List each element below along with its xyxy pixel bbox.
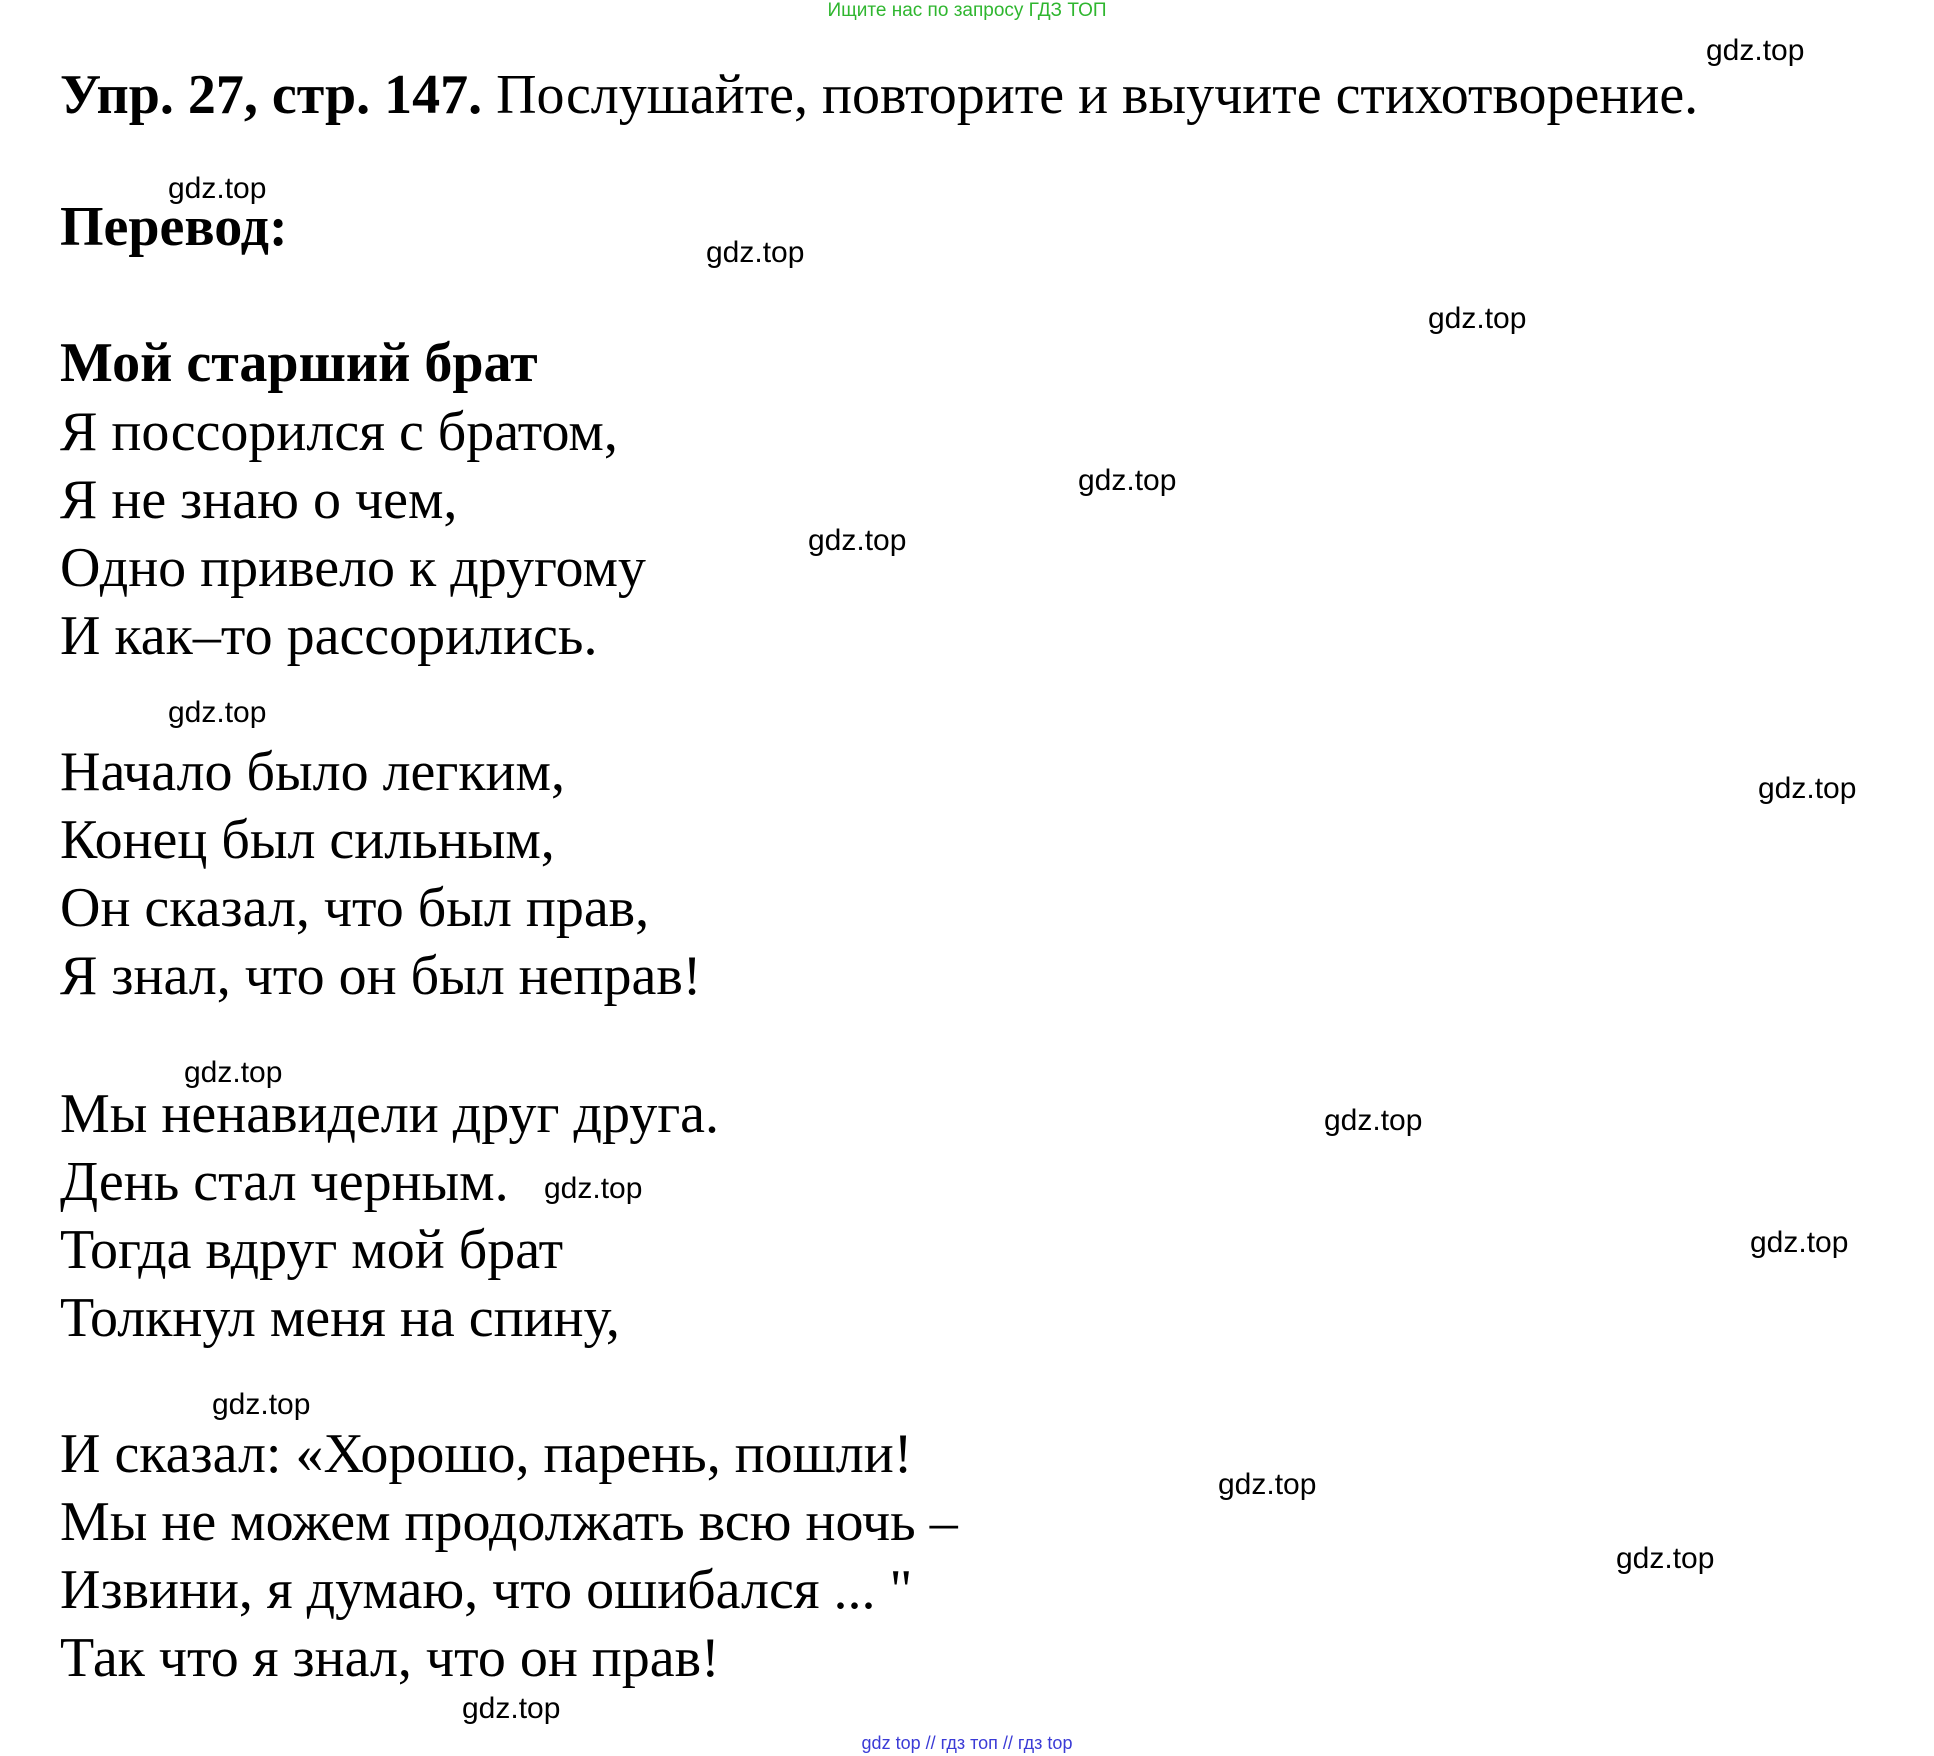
watermark: gdz.top — [168, 696, 267, 729]
watermark: gdz.top — [544, 1172, 643, 1205]
poem-line: День стал черным. — [60, 1151, 509, 1213]
watermark: gdz.top — [1706, 34, 1805, 67]
poem-title: Мой старший брат — [60, 332, 538, 394]
exercise-heading — [60, 60, 1698, 130]
watermark: gdz.top — [212, 1388, 311, 1421]
watermark: gdz.top — [706, 236, 805, 269]
footer-watermark: gdz top // гдз топ // гдз top — [861, 1733, 1073, 1753]
watermark: gdz.top — [1218, 1468, 1317, 1501]
poem-line: И как–то рассорились. — [60, 605, 598, 667]
poem-line: И сказал: «Хорошо, парень, пошли! — [60, 1423, 913, 1485]
watermark: gdz.top — [1750, 1226, 1849, 1259]
poem-line: Мы не можем продолжать всю ночь – — [60, 1491, 958, 1553]
poem-line: Толкнул меня на спину, — [60, 1287, 620, 1349]
poem-line: Я знал, что он был неправ! — [60, 945, 702, 1007]
watermark: gdz.top — [1428, 302, 1527, 335]
poem-line: Конец был сильным, — [60, 809, 555, 871]
exercise-number: Упр. 27, стр. 147. — [60, 64, 483, 126]
exercise-instruction: Послушайте, повторите и выучите стихотворение. — [482, 64, 1699, 126]
poem-line: Мы ненавидели друг друга. — [60, 1083, 720, 1145]
poem-line: Он сказал, что был прав, — [60, 877, 650, 939]
poem-line: Тогда вдруг мой брат — [60, 1219, 564, 1281]
poem-line: Я не знаю о чем, — [60, 469, 458, 531]
watermark: gdz.top — [1324, 1104, 1423, 1137]
watermark: gdz.top — [168, 172, 267, 205]
poem-line: Одно привело к другому — [60, 537, 646, 599]
poem-line: Так что я знал, что он прав! — [60, 1627, 720, 1689]
watermark: gdz.top — [1616, 1542, 1715, 1575]
watermark: gdz.top — [808, 524, 907, 557]
watermark: gdz.top — [184, 1056, 283, 1089]
poem-line: Начало было легким, — [60, 741, 565, 803]
watermark: gdz.top — [1758, 772, 1857, 805]
poem-line: Извини, я думаю, что ошибался ... " — [60, 1559, 913, 1621]
watermark: gdz.top — [1078, 464, 1177, 497]
poem-line: Я поссорился с братом, — [60, 401, 618, 463]
translation-label: Перевод: — [60, 196, 288, 258]
top-banner: Ищите нас по запросу ГДЗ ТОП — [827, 0, 1107, 21]
watermark: gdz.top — [462, 1692, 561, 1725]
